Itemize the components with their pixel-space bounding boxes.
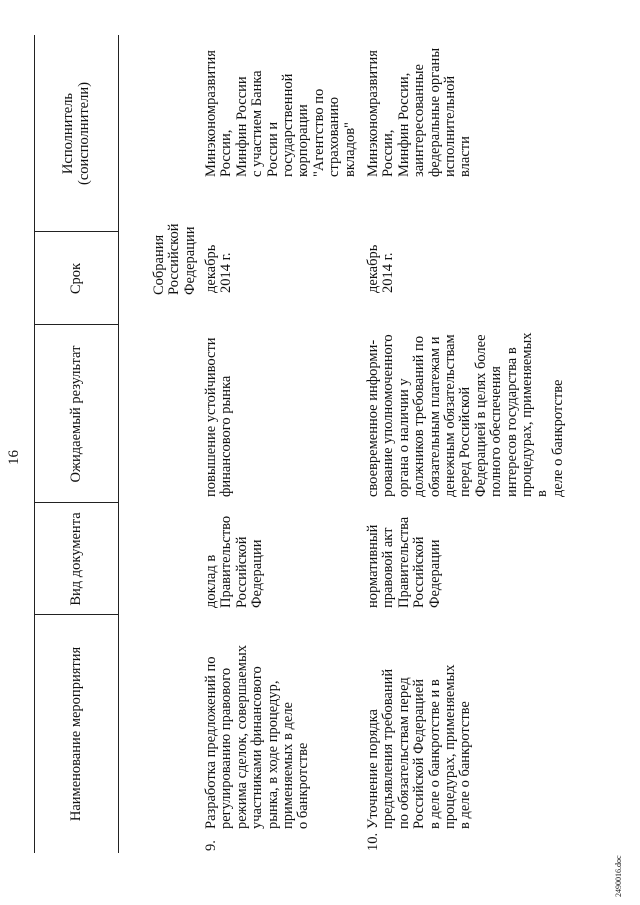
row-9-name: Разработка предложений по регулированию правового режима сделок, совершаемых участниками финансового рынка, в ходе процедур, применяемых в деле о банкротстве xyxy=(203,645,312,829)
row-9-executor: Минэкономразвития России, Минфин России с участием Банка России и государственной корпорации "Агентство по страхованию вкладов" xyxy=(203,50,358,177)
header-name xyxy=(34,615,118,853)
carry-over-deadline: Собрания Российской Федерации xyxy=(151,223,198,295)
row-9-deadline: декабрь 2014 г. xyxy=(203,244,235,293)
row-9-doc-type: доклад в Правительство Российской Федерации xyxy=(203,515,266,608)
footer-file-code: 2490016.doc xyxy=(614,855,623,897)
row-10-name: Уточнение порядка предъявления требований по обязательствам перед Российской Федерацией в деле о банкротстве и в процедурах, применяемых в деле о банкротстве xyxy=(365,664,474,829)
row-10-result: своевременное информи- рование уполномоченного органа о наличии у должников требований по обязательным платежам и денежным обязательствам перед Российской Федерацией в целях более полного обеспечения интересов государства в процедурах, применяемых в деле о банкротстве xyxy=(365,332,566,497)
header-doc-type-label: Вид документа xyxy=(68,512,84,606)
row-9-result: повышение устойчивости финансового рынка xyxy=(203,337,235,497)
header-deadline-label: Срок xyxy=(68,262,84,295)
header-result xyxy=(34,325,118,503)
row-10-doc-type: нормативный правовой акт Правительства Российской Федерации xyxy=(365,516,443,608)
header-executor-label: Исполнитель (соисполнители) xyxy=(60,82,92,185)
header-result-label: Ожидаемый результат xyxy=(68,345,84,483)
page-number: 16 xyxy=(6,450,22,465)
row-10-executor: Минэкономразвития России, Минфин России, заинтересованные федеральные органы исполнительной власти xyxy=(365,47,474,177)
header-executor xyxy=(34,35,118,232)
header-doc-type xyxy=(34,503,118,615)
header-name-label: Наименование мероприятия xyxy=(68,646,84,822)
row-10-deadline: декабрь 2014 г. xyxy=(365,244,397,293)
row-10-number: 10. xyxy=(365,832,381,851)
row-9-number: 9. xyxy=(203,840,219,851)
header-bottom-border xyxy=(118,35,119,853)
header-deadline xyxy=(34,232,118,325)
